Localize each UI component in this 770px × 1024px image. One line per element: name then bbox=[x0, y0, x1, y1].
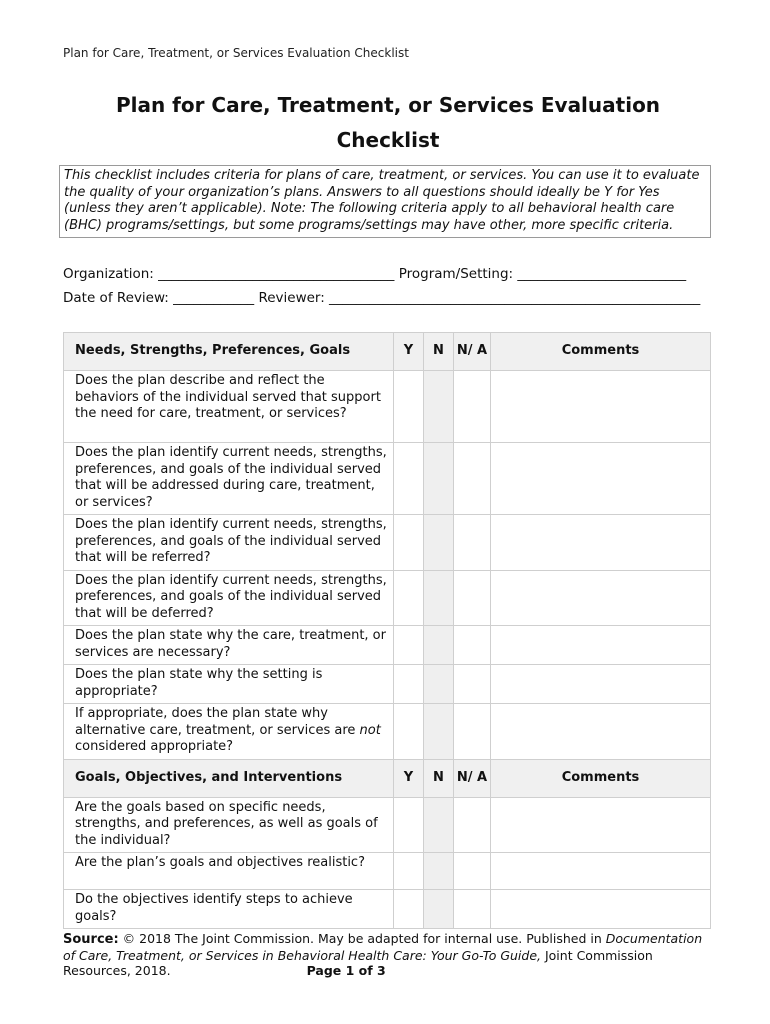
organization-field[interactable]: Organization: ___________________________________ bbox=[63, 266, 395, 282]
page-title-line-1: Plan for Care, Treatment, or Services Evaluation bbox=[115, 93, 661, 117]
n-cell[interactable] bbox=[424, 890, 454, 929]
na-cell[interactable] bbox=[454, 704, 491, 760]
y-cell[interactable] bbox=[394, 570, 424, 626]
y-cell[interactable] bbox=[394, 371, 424, 443]
y-cell[interactable] bbox=[394, 797, 424, 853]
section-heading-goals: Goals, Objectives, and Interventions bbox=[64, 759, 394, 797]
intro-text-box: This checklist includes criteria for plans of care, treatment, or services. You can use it to evaluate the quality of your organization’s plans. Answers to all questions should ideally be Y for Yes (unless they aren’t applicable). Note: The following criteria apply to all behavioral health care (BHC) programs/settings, but some programs/settings may have other, more specific criteria. bbox=[59, 165, 711, 238]
comments-cell[interactable] bbox=[491, 443, 711, 515]
comments-cell[interactable] bbox=[491, 797, 711, 853]
section-header-needs bbox=[64, 333, 711, 371]
comments-cell[interactable] bbox=[491, 570, 711, 626]
criterion-text-part: If appropriate, does the plan state why alternative care, treatment, or services are bbox=[75, 706, 360, 738]
n-cell[interactable] bbox=[424, 665, 454, 704]
column-comments-header: Comments bbox=[491, 759, 711, 797]
column-na-header: N/ A bbox=[454, 759, 491, 797]
column-comments-header: Comments bbox=[491, 333, 711, 371]
table-row bbox=[64, 797, 711, 853]
column-y-header: Y bbox=[394, 333, 424, 371]
criterion-text-part: considered appropriate? bbox=[75, 739, 234, 754]
organization-program-line bbox=[63, 266, 686, 282]
page-number: Page 1 of 3 bbox=[306, 963, 386, 978]
evaluation-checklist-table bbox=[63, 332, 711, 929]
date-of-review-field[interactable]: Date of Review: ____________ bbox=[63, 290, 255, 306]
na-cell[interactable] bbox=[454, 853, 491, 890]
n-cell[interactable] bbox=[424, 626, 454, 665]
table-row bbox=[64, 665, 711, 704]
section-heading-needs: Needs, Strengths, Preferences, Goals bbox=[64, 333, 394, 371]
publisher-text: Joint Commission Resources, 2018. bbox=[63, 947, 653, 978]
page-title bbox=[63, 88, 713, 158]
n-cell[interactable] bbox=[424, 371, 454, 443]
section-header-goals bbox=[64, 759, 711, 797]
n-cell[interactable] bbox=[424, 570, 454, 626]
na-cell[interactable] bbox=[454, 626, 491, 665]
column-na-header: N/ A bbox=[454, 333, 491, 371]
na-cell[interactable] bbox=[454, 665, 491, 704]
comments-cell[interactable] bbox=[491, 515, 711, 571]
criterion-text: Does the plan describe and reflect the behaviors of the individual served that support the need for care, treatment, or services? bbox=[64, 371, 394, 443]
y-cell[interactable] bbox=[394, 443, 424, 515]
y-cell[interactable] bbox=[394, 515, 424, 571]
na-cell[interactable] bbox=[454, 443, 491, 515]
reviewer-field[interactable]: Reviewer: _______________________________________________________ bbox=[258, 290, 701, 306]
na-cell[interactable] bbox=[454, 515, 491, 571]
n-cell[interactable] bbox=[424, 443, 454, 515]
y-cell[interactable] bbox=[394, 665, 424, 704]
table-row bbox=[64, 853, 711, 890]
na-cell[interactable] bbox=[454, 570, 491, 626]
na-cell[interactable] bbox=[454, 797, 491, 853]
source-footer bbox=[63, 931, 703, 979]
source-text: © 2018 The Joint Commission. May be adapted for internal use. Published in bbox=[118, 931, 606, 946]
comments-cell[interactable] bbox=[491, 890, 711, 929]
y-cell[interactable] bbox=[394, 626, 424, 665]
column-y-header: Y bbox=[394, 759, 424, 797]
n-cell[interactable] bbox=[424, 797, 454, 853]
column-n-header: N bbox=[424, 759, 454, 797]
comments-cell[interactable] bbox=[491, 853, 711, 890]
date-reviewer-line bbox=[63, 290, 700, 306]
criterion-text: Does the plan state why the setting is appropriate? bbox=[64, 665, 394, 704]
comments-cell[interactable] bbox=[491, 626, 711, 665]
criterion-text: Does the plan identify current needs, strengths, preferences, and goals of the individual served that will be deferred? bbox=[64, 570, 394, 626]
running-header: Plan for Care, Treatment, or Services Evaluation Checklist bbox=[63, 46, 409, 60]
column-n-header: N bbox=[424, 333, 454, 371]
table-row bbox=[64, 890, 711, 929]
n-cell[interactable] bbox=[424, 704, 454, 760]
na-cell[interactable] bbox=[454, 371, 491, 443]
program-setting-field[interactable]: Program/Setting: _________________________ bbox=[398, 266, 687, 282]
comments-cell[interactable] bbox=[491, 704, 711, 760]
criterion-text: Does the plan identify current needs, strengths, preferences, and goals of the individual served that will be referred? bbox=[64, 515, 394, 571]
y-cell[interactable] bbox=[394, 704, 424, 760]
table-row bbox=[64, 515, 711, 571]
comments-cell[interactable] bbox=[491, 665, 711, 704]
table-row bbox=[64, 704, 711, 760]
table-row bbox=[64, 626, 711, 665]
criterion-text: Does the plan state why the care, treatment, or services are necessary? bbox=[64, 626, 394, 665]
table-row bbox=[64, 570, 711, 626]
y-cell[interactable] bbox=[394, 890, 424, 929]
criterion-text: Do the objectives identify steps to achieve goals? bbox=[64, 890, 394, 929]
criterion-text: Are the plan’s goals and objectives realistic? bbox=[64, 853, 394, 890]
table-row bbox=[64, 443, 711, 515]
n-cell[interactable] bbox=[424, 515, 454, 571]
comments-cell[interactable] bbox=[491, 371, 711, 443]
page-title-line-2: Checklist bbox=[336, 128, 440, 152]
na-cell[interactable] bbox=[454, 890, 491, 929]
y-cell[interactable] bbox=[394, 853, 424, 890]
book-title: Documentation of Care, Treatment, or Services in Behavioral Health Care: Your Go-To Guide, bbox=[63, 931, 703, 963]
n-cell[interactable] bbox=[424, 853, 454, 890]
criterion-text bbox=[64, 704, 394, 760]
criterion-text: Does the plan identify current needs, strengths, preferences, and goals of the individual served that will be addressed during care, treatment, or services? bbox=[64, 443, 394, 515]
source-label: Source: bbox=[63, 932, 119, 947]
table-row bbox=[64, 371, 711, 443]
criterion-emphasis: not bbox=[359, 722, 381, 738]
criterion-text: Are the goals based on specific needs, strengths, and preferences, as well as goals of the individual? bbox=[64, 797, 394, 853]
